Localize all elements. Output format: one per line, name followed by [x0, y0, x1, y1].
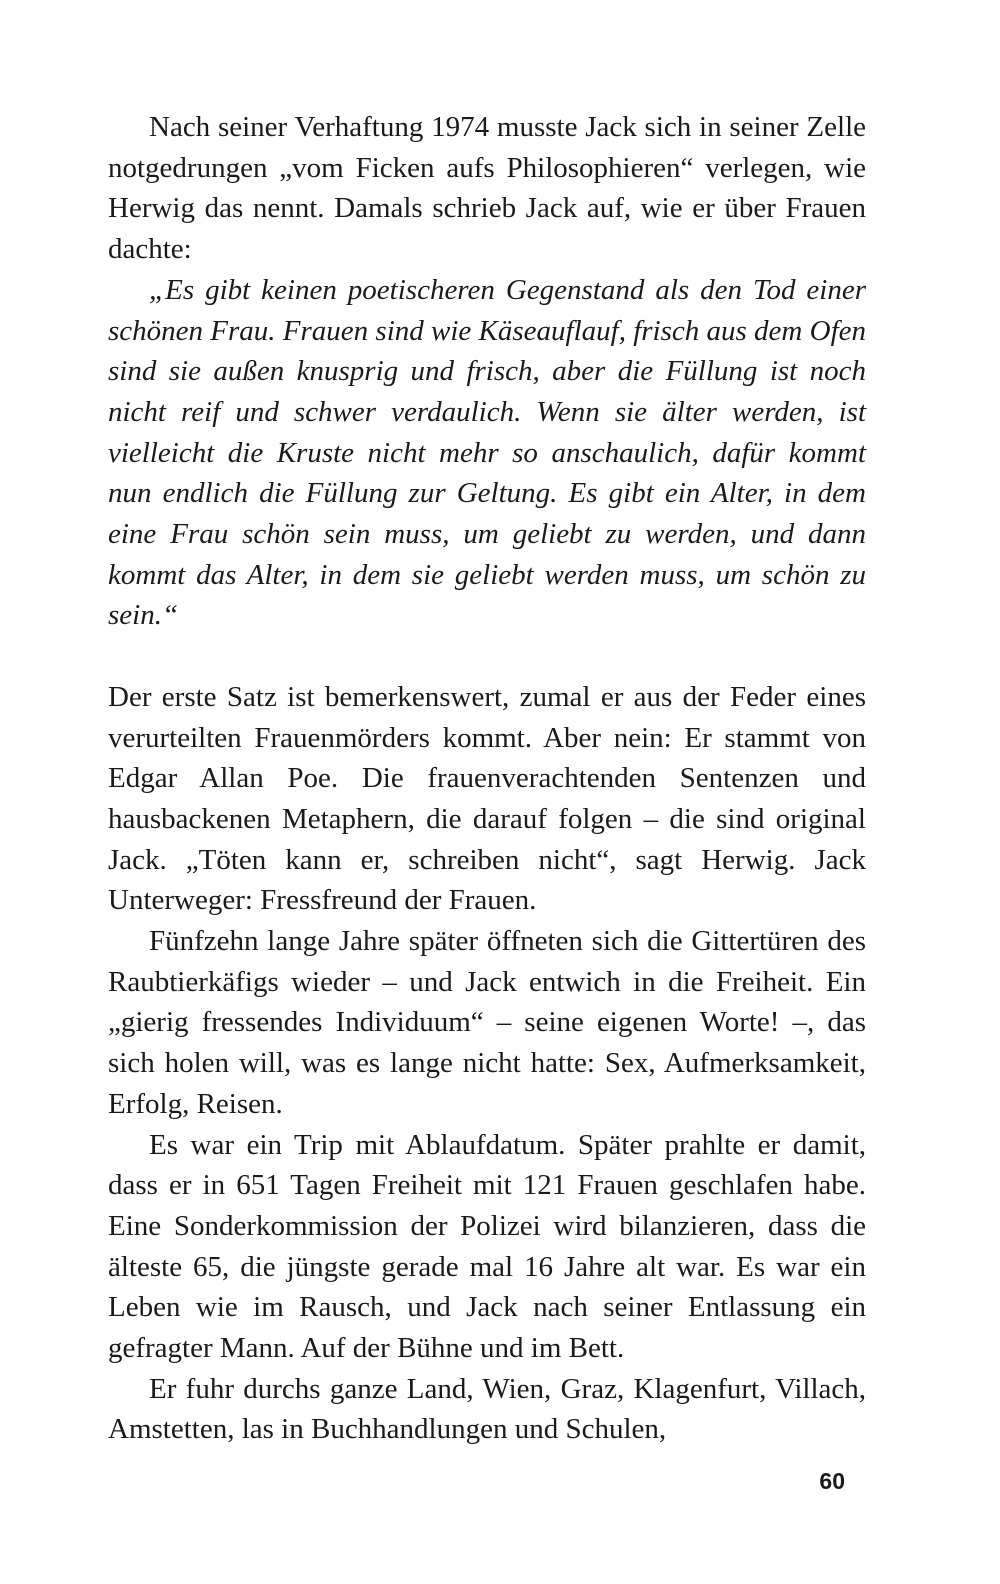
page-number: 60 — [819, 1468, 845, 1494]
paragraph-6: Er fuhr durchs ganze Land, Wien, Graz, Klagenfurt, Villach, Amstetten, las in Buchhandlungen und Schulen, — [108, 1372, 866, 1446]
paragraph-5: Es war ein Trip mit Ablaufdatum. Später prahlte er damit, dass er in 651 Tagen Freiheit mit 121 Frauen geschlafen habe. Eine Sonderkommission der Polizei wird bilanzieren, dass die älteste 65, die jüngste gerade mal 16 Jahre alt war. Es war ein Leben wie im Rausch, und Jack nach seiner Entlassung ein gefragter Mann. Auf der Bühne und im Bett. — [108, 1128, 866, 1365]
paragraph-1: Nach seiner Verhaftung 1974 musste Jack sich in seiner Zelle notgedrungen „vom Ficken aufs Philosophieren“ verlegen, wie Herwig das nennt. Damals schrieb Jack auf, wie er über Frauen dachte: — [108, 111, 866, 266]
quote-paragraph: „Es gibt keinen poetischeren Gegenstand als den Tod einer schönen Frau. Frauen sind wie Käseauflauf, frisch aus dem Ofen sind sie außen knusprig und frisch, aber die Füllung ist noch nicht reif und schwer verdaulich. Wenn sie älter werden, ist vielleicht die Kruste nicht mehr so anschaulich, dafür kommt nun endlich die Füllung zur Geltung. Es gibt ein Alter, in dem eine Frau schön sein muss, um geliebt zu werden, und dann kommt das Alter, in dem sie geliebt werden muss, um schön zu sein.“ — [108, 273, 866, 632]
page-text — [108, 107, 866, 1450]
paragraph-4: Fünfzehn lange Jahre später öffneten sich die Gittertüren des Raubtierkäfigs wieder – und Jack entwich in die Freiheit. Ein „gierig fressendes Individuum“ – seine eigenen Worte! –, das sich holen will, was es lange nicht hatte: Sex, Aufmerksamkeit, Erfolg, Reisen. — [108, 925, 866, 1120]
paragraph-3: Der erste Satz ist bemerkenswert, zumal er aus der Feder eines verurteilten Frauenmörders kommt. Aber nein: Er stammt von Edgar Allan Poe. Die frauenverachtenden Sentenzen und hausbackenen Metaphern, die darauf folgen – die sind original Jack. „Töten kann er, schreiben nicht“, sagt Herwig. Jack Unterweger: Fressfreund der Frauen. — [108, 680, 866, 917]
